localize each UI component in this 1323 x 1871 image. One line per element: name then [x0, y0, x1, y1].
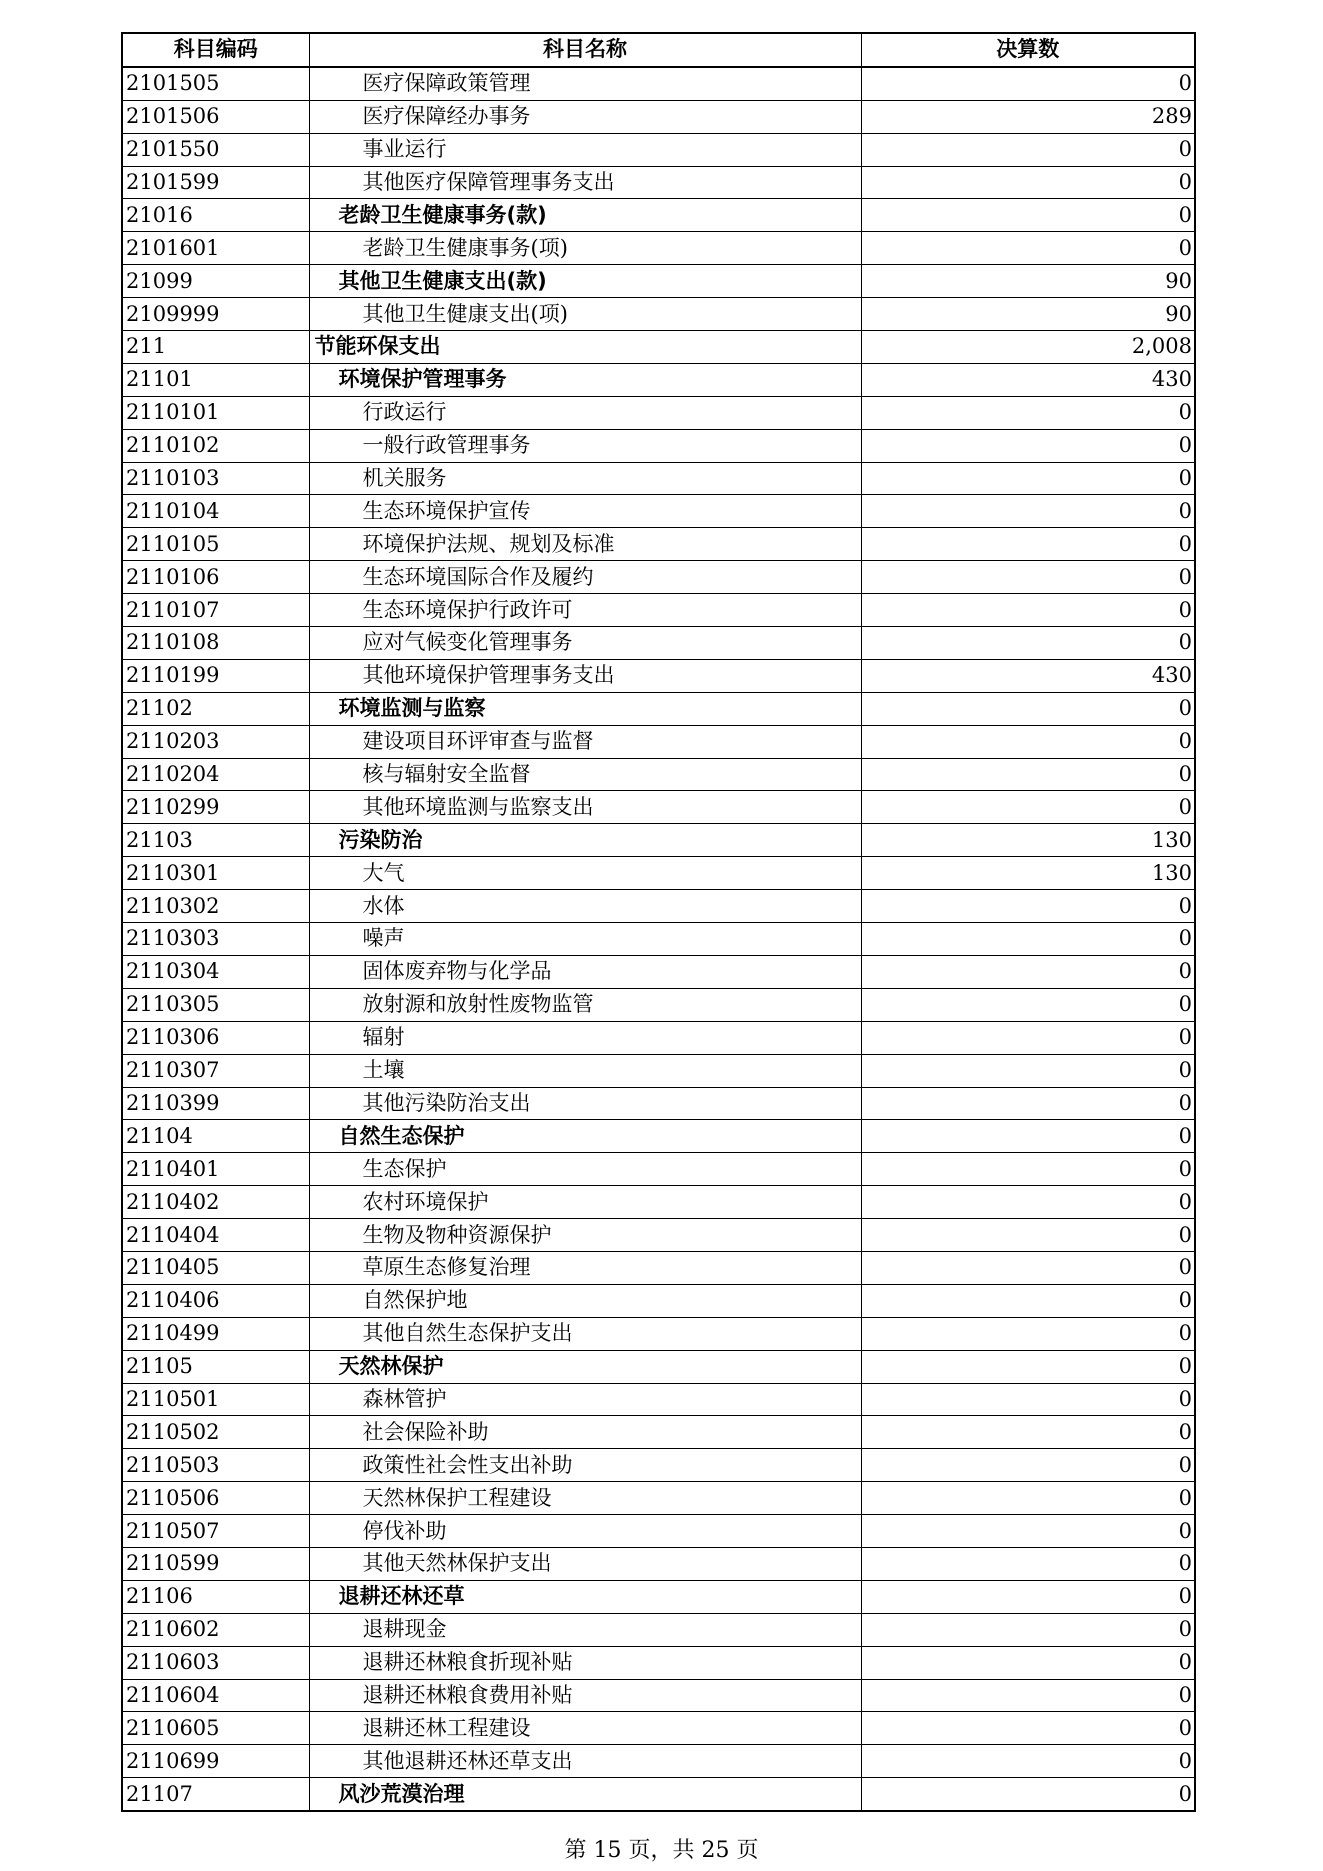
cell-amount: 0	[861, 1153, 1195, 1186]
cell-name: 退耕还林还草	[309, 1580, 861, 1613]
cell-code: 21099	[122, 265, 309, 298]
cell-name: 核与辐射安全监督	[309, 758, 861, 791]
cell-code: 21103	[122, 824, 309, 857]
cell-name: 机关服务	[309, 462, 861, 495]
cell-name: 森林管护	[309, 1383, 861, 1416]
table-row	[122, 1251, 1195, 1284]
cell-code: 2110102	[122, 429, 309, 462]
table-row	[122, 1416, 1195, 1449]
cell-name: 退耕还林工程建设	[309, 1712, 861, 1745]
cell-code: 2110306	[122, 1021, 309, 1054]
cell-amount: 0	[861, 1679, 1195, 1712]
cell-amount: 0	[861, 955, 1195, 988]
cell-amount: 0	[861, 923, 1195, 956]
cell-name: 医疗保障政策管理	[309, 67, 861, 100]
cell-code: 2110507	[122, 1515, 309, 1548]
cell-amount: 0	[861, 1712, 1195, 1745]
cell-name: 其他卫生健康支出(项)	[309, 298, 861, 331]
cell-code: 2101506	[122, 100, 309, 133]
table-row	[122, 791, 1195, 824]
cell-name: 节能环保支出	[309, 331, 861, 364]
cell-amount: 0	[861, 1613, 1195, 1646]
cell-name: 污染防治	[309, 824, 861, 857]
cell-code: 2110406	[122, 1284, 309, 1317]
cell-code: 2110204	[122, 758, 309, 791]
table-row	[122, 67, 1195, 100]
table-row	[122, 923, 1195, 956]
table-row	[122, 166, 1195, 199]
cell-name: 停伐补助	[309, 1515, 861, 1548]
table-row	[122, 627, 1195, 660]
cell-code: 2110303	[122, 923, 309, 956]
cell-amount: 0	[861, 1547, 1195, 1580]
cell-name: 自然生态保护	[309, 1120, 861, 1153]
cell-code: 2110405	[122, 1251, 309, 1284]
cell-amount: 0	[861, 1021, 1195, 1054]
header-name: 科目名称	[309, 33, 861, 67]
cell-name: 其他退耕还林还草支出	[309, 1745, 861, 1778]
cell-code: 2110105	[122, 528, 309, 561]
table-row	[122, 857, 1195, 890]
table-row	[122, 1054, 1195, 1087]
cell-code: 2110506	[122, 1482, 309, 1515]
table-row	[122, 1186, 1195, 1219]
cell-amount: 0	[861, 1778, 1195, 1811]
table-row	[122, 265, 1195, 298]
cell-code: 2110599	[122, 1547, 309, 1580]
cell-code: 2110699	[122, 1745, 309, 1778]
cell-name: 环境监测与监察	[309, 692, 861, 725]
cell-name: 生态环境保护宣传	[309, 495, 861, 528]
cell-amount: 0	[861, 1580, 1195, 1613]
cell-name: 应对气候变化管理事务	[309, 627, 861, 660]
cell-amount: 0	[861, 1515, 1195, 1548]
cell-name: 草原生态修复治理	[309, 1251, 861, 1284]
cell-name: 建设项目环评审查与监督	[309, 725, 861, 758]
cell-code: 2110301	[122, 857, 309, 890]
table-row	[122, 1219, 1195, 1252]
cell-name: 其他环境保护管理事务支出	[309, 659, 861, 692]
cell-amount: 0	[861, 890, 1195, 923]
table-row	[122, 1482, 1195, 1515]
table-row	[122, 396, 1195, 429]
cell-code: 2110402	[122, 1186, 309, 1219]
table-row	[122, 988, 1195, 1021]
cell-amount: 0	[861, 725, 1195, 758]
table-row	[122, 1778, 1195, 1811]
cell-amount: 130	[861, 824, 1195, 857]
cell-code: 2110603	[122, 1646, 309, 1679]
cell-name: 医疗保障经办事务	[309, 100, 861, 133]
table-header-row	[122, 33, 1195, 67]
table-row	[122, 1383, 1195, 1416]
cell-code: 2101601	[122, 232, 309, 265]
cell-amount: 430	[861, 659, 1195, 692]
cell-amount: 0	[861, 594, 1195, 627]
cell-amount: 0	[861, 627, 1195, 660]
cell-name: 一般行政管理事务	[309, 429, 861, 462]
cell-name: 天然林保护	[309, 1350, 861, 1383]
table-row	[122, 1580, 1195, 1613]
cell-name: 环境保护管理事务	[309, 363, 861, 396]
cell-name: 大气	[309, 857, 861, 890]
table-row	[122, 429, 1195, 462]
cell-amount: 0	[861, 1054, 1195, 1087]
cell-amount: 0	[861, 988, 1195, 1021]
cell-amount: 0	[861, 561, 1195, 594]
cell-name: 其他环境监测与监察支出	[309, 791, 861, 824]
table-row	[122, 1679, 1195, 1712]
cell-amount: 0	[861, 1186, 1195, 1219]
cell-code: 2110307	[122, 1054, 309, 1087]
cell-code: 2110502	[122, 1416, 309, 1449]
cell-name: 辐射	[309, 1021, 861, 1054]
cell-name: 社会保险补助	[309, 1416, 861, 1449]
cell-amount: 430	[861, 363, 1195, 396]
table-body	[122, 67, 1195, 1811]
header-code: 科目编码	[122, 33, 309, 67]
table-row	[122, 824, 1195, 857]
cell-name: 政策性社会性支出补助	[309, 1449, 861, 1482]
table-row	[122, 1646, 1195, 1679]
cell-code: 2110604	[122, 1679, 309, 1712]
cell-amount: 0	[861, 692, 1195, 725]
cell-code: 2101550	[122, 133, 309, 166]
cell-amount: 0	[861, 1646, 1195, 1679]
table-row	[122, 594, 1195, 627]
cell-amount: 0	[861, 528, 1195, 561]
cell-code: 2110103	[122, 462, 309, 495]
table-row	[122, 133, 1195, 166]
table-row	[122, 100, 1195, 133]
cell-code: 2110299	[122, 791, 309, 824]
cell-name: 噪声	[309, 923, 861, 956]
cell-name: 退耕还林粮食折现补贴	[309, 1646, 861, 1679]
cell-code: 2110108	[122, 627, 309, 660]
cell-amount: 0	[861, 1745, 1195, 1778]
cell-code: 21107	[122, 1778, 309, 1811]
table-row	[122, 495, 1195, 528]
page-number: 第 15 页，共 25 页	[564, 1838, 759, 1863]
cell-code: 2110499	[122, 1317, 309, 1350]
cell-amount: 0	[861, 1087, 1195, 1120]
cell-name: 退耕现金	[309, 1613, 861, 1646]
table-row	[122, 1350, 1195, 1383]
cell-code: 211	[122, 331, 309, 364]
cell-amount: 0	[861, 1120, 1195, 1153]
cell-name: 天然林保护工程建设	[309, 1482, 861, 1515]
cell-code: 2110101	[122, 396, 309, 429]
cell-code: 2110404	[122, 1219, 309, 1252]
cell-code: 2110199	[122, 659, 309, 692]
cell-code: 2110104	[122, 495, 309, 528]
cell-name: 其他自然生态保护支出	[309, 1317, 861, 1350]
table-row	[122, 659, 1195, 692]
cell-amount: 0	[861, 166, 1195, 199]
cell-code: 2110302	[122, 890, 309, 923]
table-row	[122, 1317, 1195, 1350]
cell-amount: 0	[861, 67, 1195, 100]
cell-amount: 2,008	[861, 331, 1195, 364]
cell-name: 生态环境国际合作及履约	[309, 561, 861, 594]
cell-code: 2110304	[122, 955, 309, 988]
table-row	[122, 561, 1195, 594]
cell-name: 事业运行	[309, 133, 861, 166]
cell-code: 21016	[122, 199, 309, 232]
table-row	[122, 528, 1195, 561]
cell-code: 2110305	[122, 988, 309, 1021]
cell-code: 2110503	[122, 1449, 309, 1482]
cell-amount: 0	[861, 1449, 1195, 1482]
cell-code: 21104	[122, 1120, 309, 1153]
cell-name: 老龄卫生健康事务(款)	[309, 199, 861, 232]
cell-name: 其他医疗保障管理事务支出	[309, 166, 861, 199]
cell-name: 环境保护法规、规划及标准	[309, 528, 861, 561]
table-row	[122, 758, 1195, 791]
table-row	[122, 890, 1195, 923]
table-row	[122, 725, 1195, 758]
cell-amount: 90	[861, 265, 1195, 298]
table-row	[122, 955, 1195, 988]
cell-amount: 0	[861, 1350, 1195, 1383]
cell-amount: 0	[861, 495, 1195, 528]
cell-amount: 0	[861, 429, 1195, 462]
cell-code: 2110399	[122, 1087, 309, 1120]
cell-amount: 0	[861, 791, 1195, 824]
cell-code: 2110605	[122, 1712, 309, 1745]
budget-table	[121, 32, 1196, 1812]
cell-name: 行政运行	[309, 396, 861, 429]
cell-amount: 0	[861, 462, 1195, 495]
cell-name: 土壤	[309, 1054, 861, 1087]
cell-code: 21102	[122, 692, 309, 725]
cell-name: 放射源和放射性废物监管	[309, 988, 861, 1021]
cell-name: 其他污染防治支出	[309, 1087, 861, 1120]
table-row	[122, 1284, 1195, 1317]
table-row	[122, 331, 1195, 364]
table-row	[122, 1153, 1195, 1186]
cell-name: 生物及物种资源保护	[309, 1219, 861, 1252]
cell-amount: 0	[861, 396, 1195, 429]
cell-amount: 289	[861, 100, 1195, 133]
cell-name: 其他卫生健康支出(款)	[309, 265, 861, 298]
cell-amount: 0	[861, 1416, 1195, 1449]
cell-amount: 0	[861, 758, 1195, 791]
table-row	[122, 1449, 1195, 1482]
table-row	[122, 1021, 1195, 1054]
cell-amount: 0	[861, 133, 1195, 166]
table-row	[122, 1613, 1195, 1646]
table-row	[122, 298, 1195, 331]
cell-code: 2110602	[122, 1613, 309, 1646]
table-row	[122, 692, 1195, 725]
cell-code: 2110107	[122, 594, 309, 627]
table-row	[122, 462, 1195, 495]
cell-name: 其他天然林保护支出	[309, 1547, 861, 1580]
table-row	[122, 1745, 1195, 1778]
cell-amount: 0	[861, 199, 1195, 232]
cell-name: 固体废弃物与化学品	[309, 955, 861, 988]
header-amount: 决算数	[861, 33, 1195, 67]
cell-name: 农村环境保护	[309, 1186, 861, 1219]
table-row	[122, 1547, 1195, 1580]
cell-name: 自然保护地	[309, 1284, 861, 1317]
cell-code: 21101	[122, 363, 309, 396]
cell-amount: 90	[861, 298, 1195, 331]
table-row	[122, 363, 1195, 396]
cell-code: 21105	[122, 1350, 309, 1383]
cell-amount: 0	[861, 1482, 1195, 1515]
cell-code: 2110401	[122, 1153, 309, 1186]
cell-name: 生态环境保护行政许可	[309, 594, 861, 627]
cell-amount: 0	[861, 1317, 1195, 1350]
table-row	[122, 199, 1195, 232]
cell-name: 水体	[309, 890, 861, 923]
table-row	[122, 1120, 1195, 1153]
table-row	[122, 232, 1195, 265]
cell-code: 2110106	[122, 561, 309, 594]
cell-amount: 0	[861, 1284, 1195, 1317]
cell-amount: 0	[861, 1219, 1195, 1252]
cell-code: 2110501	[122, 1383, 309, 1416]
table-row	[122, 1515, 1195, 1548]
cell-code: 2101599	[122, 166, 309, 199]
table-row	[122, 1087, 1195, 1120]
cell-code: 21106	[122, 1580, 309, 1613]
cell-name: 风沙荒漠治理	[309, 1778, 861, 1811]
cell-amount: 0	[861, 1251, 1195, 1284]
cell-name: 退耕还林粮食费用补贴	[309, 1679, 861, 1712]
table-row	[122, 1712, 1195, 1745]
cell-code: 2101505	[122, 67, 309, 100]
cell-name: 生态保护	[309, 1153, 861, 1186]
cell-amount: 0	[861, 1383, 1195, 1416]
cell-code: 2109999	[122, 298, 309, 331]
cell-name: 老龄卫生健康事务(项)	[309, 232, 861, 265]
cell-code: 2110203	[122, 725, 309, 758]
cell-amount: 0	[861, 232, 1195, 265]
cell-amount: 130	[861, 857, 1195, 890]
